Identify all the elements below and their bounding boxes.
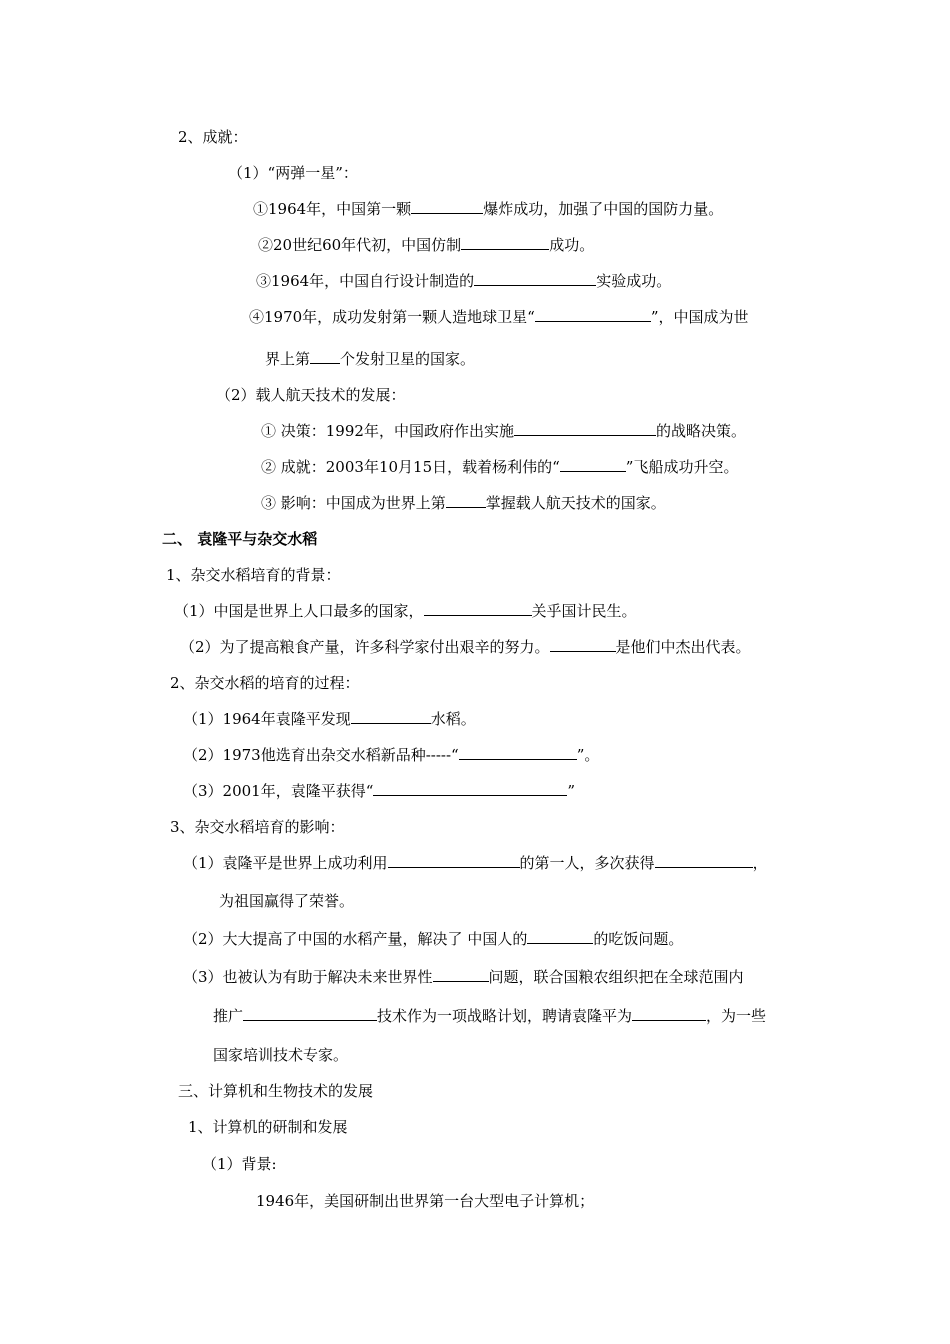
section-yuan-longping: 二、 袁隆平与杂交水稻 xyxy=(162,530,318,548)
heading-influence: 3、杂交水稻培育的影响： xyxy=(170,818,345,836)
fill-blank[interactable] xyxy=(446,493,486,508)
item-decision: ① 决策：1992年，中国政府作出实施 的战略决策。 xyxy=(261,422,746,440)
heading-achievements: 2、成就： xyxy=(178,128,248,146)
heading-process: 2、杂交水稻的培育的过程： xyxy=(170,674,360,692)
item-population: （1）中国是世界上人口最多的国家， 关乎国计民生。 xyxy=(174,602,637,620)
item-world-problem-cont2: 国家培训技术专家。 xyxy=(213,1046,349,1064)
item-satellite-cont: 界上第 个发射卫星的国家。 xyxy=(265,350,476,368)
item-first-person: （1）袁隆平是世界上成功利用 的第一人，多次获得 ， xyxy=(183,854,768,872)
item-guided-missile: ③1964年，中国自行设计制造的 实验成功。 xyxy=(256,272,672,290)
fill-blank[interactable] xyxy=(411,199,483,214)
fill-blank[interactable] xyxy=(351,709,431,724)
item-spaceflight-success: ② 成就：2003年10月15日，载着杨利伟的“ ”飞船成功升空。 xyxy=(261,458,739,476)
heading-background: 1、杂交水稻培育的背景： xyxy=(166,566,341,584)
item-award: （3）2001年，袁隆平获得“ ” xyxy=(183,782,576,800)
fill-blank[interactable] xyxy=(655,853,753,868)
item-world-problem-cont: 推广 技术作为一项战略计划，聘请袁隆平为 ，为一些 xyxy=(213,1007,767,1025)
fill-blank[interactable] xyxy=(310,349,340,364)
fill-blank[interactable] xyxy=(424,601,532,616)
heading-computer-development: 1、计算机的研制和发展 xyxy=(188,1118,348,1136)
subheading-two-bombs-one-satellite: （1）“两弹一星”： xyxy=(228,164,358,182)
fill-blank[interactable] xyxy=(535,307,651,322)
item-atomic-bomb: ①1964年，中国第一颗 爆炸成功，加强了中国的国防力量。 xyxy=(253,200,724,218)
item-rice-output: （2）大大提高了中国的水稻产量，解决了 中国人的 的吃饭问题。 xyxy=(183,930,684,948)
item-first-person-cont: 为祖国赢得了荣誉。 xyxy=(219,892,355,910)
fill-blank[interactable] xyxy=(550,637,616,652)
fill-blank[interactable] xyxy=(560,457,626,472)
subheading-manned-spaceflight: （2）载人航天技术的发展： xyxy=(216,386,406,404)
fill-blank[interactable] xyxy=(433,967,489,982)
section-computer-biotech: 三、计算机和生物技术的发展 xyxy=(178,1082,374,1100)
item-satellite: ④1970年，成功发射第一颗人造地球卫星“ ”，中国成为世 xyxy=(249,308,749,326)
item-missile: ②20世纪60年代初，中国仿制 成功。 xyxy=(258,236,595,254)
fill-blank[interactable] xyxy=(461,235,549,250)
item-scientists: （2）为了提高粮食产量，许多科学家付出艰辛的努力。 是他们中杰出代表。 xyxy=(180,638,751,656)
fill-blank[interactable] xyxy=(373,781,567,796)
item-impact: ③ 影响：中国成为世界上第 掌握载人航天技术的国家。 xyxy=(261,494,666,512)
item-discovery: （1）1964年袁隆平发现 水稻。 xyxy=(183,710,476,728)
item-world-problem: （3）也被认为有助于解决未来世界性 问题，联合国粮农组织把在全球范围内 xyxy=(183,968,744,986)
item-new-variety: （2）1973他选育出杂交水稻新品种-----“ ”。 xyxy=(183,746,600,764)
fill-blank[interactable] xyxy=(388,853,520,868)
fill-blank[interactable] xyxy=(632,1006,706,1021)
fill-blank[interactable] xyxy=(527,929,593,944)
fill-blank[interactable] xyxy=(459,745,577,760)
fill-blank[interactable] xyxy=(514,421,656,436)
subheading-background: （1）背景: xyxy=(202,1155,277,1173)
fill-blank[interactable] xyxy=(243,1006,377,1021)
item-first-computer: 1946年，美国研制出世界第一台大型电子计算机； xyxy=(256,1192,595,1210)
fill-blank[interactable] xyxy=(474,271,596,286)
